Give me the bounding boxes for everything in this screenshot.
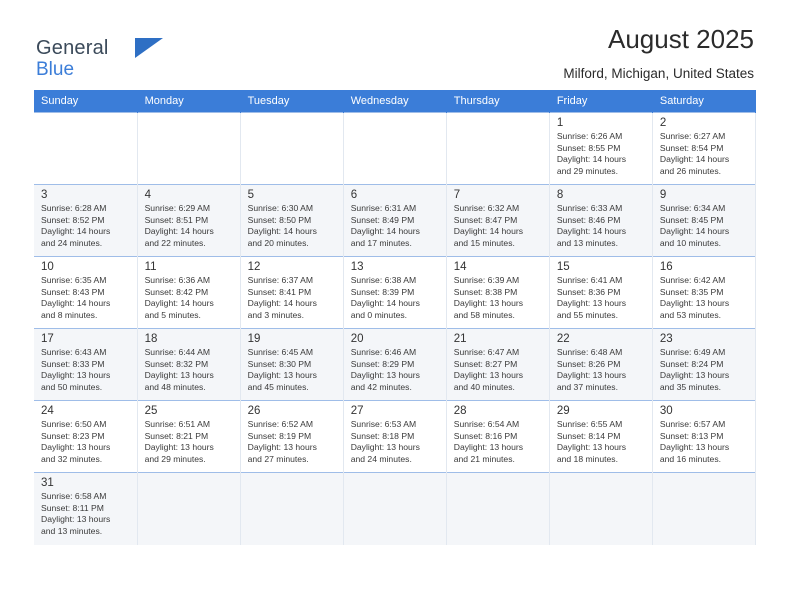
day-cell-empty: [549, 473, 652, 545]
day-cell-empty: [446, 473, 549, 545]
sunset-text: Sunset: 8:11 PM: [41, 502, 104, 513]
daylight-text-line2: and 24 minutes.: [350, 453, 412, 464]
day-cell[interactable]: [240, 401, 343, 473]
day-cell[interactable]: [137, 257, 240, 329]
day-number: 12: [247, 261, 261, 273]
daylight-text-line1: Daylight: 13 hours: [247, 370, 317, 381]
sunrise-text: Sunrise: 6:39 AM: [453, 275, 520, 285]
sunrise-text: Sunrise: 6:29 AM: [144, 203, 211, 213]
daylight-text-line2: and 37 minutes.: [556, 381, 618, 392]
daylight-text-line2: and 45 minutes.: [247, 381, 309, 392]
day-cell[interactable]: [343, 401, 446, 473]
table-header-row: [34, 90, 756, 113]
day-info: [660, 275, 751, 321]
column-header-saturday: Saturday: [652, 90, 755, 113]
sunset-text: Sunset: 8:32 PM: [144, 358, 209, 369]
sunrise-text: Sunrise: 6:37 AM: [247, 275, 314, 285]
day-number: 31: [41, 477, 54, 489]
sunrise-text: Sunrise: 6:51 AM: [144, 419, 211, 429]
daylight-text-line2: and 22 minutes.: [144, 237, 206, 248]
sunset-text: Sunset: 8:47 PM: [453, 214, 518, 225]
column-header-tuesday: Tuesday: [240, 90, 343, 113]
column-header-monday: Monday: [137, 90, 240, 113]
sunrise-text: Sunrise: 6:38 AM: [350, 275, 417, 285]
sunset-text: Sunset: 8:19 PM: [247, 430, 312, 441]
sunset-text: Sunset: 8:55 PM: [556, 142, 621, 153]
sunset-text: Sunset: 8:50 PM: [247, 214, 312, 225]
day-number: 28: [453, 405, 467, 417]
day-cell-empty: [137, 113, 240, 185]
day-number: 10: [41, 261, 54, 273]
daylight-text-line2: and 35 minutes.: [659, 381, 722, 392]
day-info: [41, 419, 133, 465]
daylight-text-line2: and 24 minutes.: [41, 237, 103, 248]
day-cell[interactable]: [34, 473, 137, 545]
sunrise-text: Sunrise: 6:28 AM: [41, 203, 107, 213]
day-cell-empty: [652, 473, 755, 545]
day-number: 30: [659, 405, 673, 417]
logo[interactable]: [36, 38, 176, 84]
daylight-text-line2: and 5 minutes.: [144, 309, 201, 320]
day-cell[interactable]: [652, 401, 755, 473]
column-header-friday: Friday: [549, 90, 652, 113]
day-cell[interactable]: [34, 257, 137, 329]
day-number: 23: [659, 333, 673, 345]
day-number: 6: [350, 189, 358, 201]
page-title: August 2025: [607, 24, 754, 54]
day-info: [557, 419, 648, 465]
day-info: [660, 347, 751, 393]
day-cell[interactable]: [549, 113, 652, 185]
sunset-text: Sunset: 8:41 PM: [247, 286, 312, 297]
day-number: 17: [41, 333, 54, 345]
daylight-text-line1: Daylight: 13 hours: [41, 370, 111, 381]
daylight-text-line1: Daylight: 13 hours: [556, 442, 627, 453]
sunset-text: Sunset: 8:21 PM: [144, 430, 209, 441]
day-number: 7: [453, 189, 461, 201]
sunset-text: Sunset: 8:23 PM: [41, 430, 105, 441]
location-subtitle: Milford, Michigan, United States: [563, 66, 754, 81]
daylight-text-line1: Daylight: 13 hours: [350, 370, 420, 381]
sunrise-text: Sunrise: 6:49 AM: [659, 347, 726, 357]
day-cell[interactable]: [343, 185, 446, 257]
day-number: 27: [350, 405, 364, 417]
day-info: [660, 203, 751, 249]
table-row: [34, 329, 756, 401]
day-number: 5: [247, 189, 255, 201]
daylight-text-line1: Daylight: 14 hours: [144, 226, 214, 237]
sunrise-text: Sunrise: 6:46 AM: [350, 347, 417, 357]
sunrise-text: Sunrise: 6:31 AM: [350, 203, 417, 213]
daylight-text-line1: Daylight: 14 hours: [453, 226, 524, 237]
sunrise-text: Sunrise: 6:52 AM: [247, 419, 314, 429]
sunset-text: Sunset: 8:16 PM: [453, 430, 518, 441]
day-cell-empty: [446, 113, 549, 185]
day-number: 14: [453, 261, 467, 273]
day-number: 2: [659, 117, 667, 129]
day-cell[interactable]: [549, 257, 652, 329]
day-info: [351, 203, 442, 249]
day-cell-empty: [34, 113, 137, 185]
sunrise-text: Sunrise: 6:27 AM: [659, 131, 726, 141]
sunset-text: Sunset: 8:26 PM: [556, 358, 621, 369]
sunrise-text: Sunrise: 6:35 AM: [41, 275, 107, 285]
daylight-text-line2: and 26 minutes.: [659, 165, 722, 176]
day-info: [145, 347, 236, 393]
sunset-text: Sunset: 8:24 PM: [659, 358, 724, 369]
day-number: 11: [144, 261, 157, 273]
day-info: [557, 347, 648, 393]
day-number: 19: [247, 333, 261, 345]
day-info: [41, 203, 133, 249]
daylight-text-line2: and 8 minutes.: [41, 309, 98, 320]
sunrise-text: Sunrise: 6:26 AM: [556, 131, 623, 141]
sunrise-text: Sunrise: 6:36 AM: [144, 275, 211, 285]
logo-text-general: General: [36, 37, 109, 59]
logo-triangle-icon: [135, 38, 163, 58]
day-info: [248, 203, 339, 249]
daylight-text-line1: Daylight: 13 hours: [144, 442, 214, 453]
sunrise-text: Sunrise: 6:30 AM: [247, 203, 314, 213]
day-cell[interactable]: [34, 185, 137, 257]
day-info: [660, 131, 751, 177]
day-info: [248, 347, 339, 393]
daylight-text-line2: and 0 minutes.: [350, 309, 408, 320]
day-number: 29: [556, 405, 570, 417]
sunset-text: Sunset: 8:45 PM: [659, 214, 724, 225]
sunrise-text: Sunrise: 6:57 AM: [659, 419, 726, 429]
daylight-text-line2: and 18 minutes.: [556, 453, 618, 464]
sunrise-text: Sunrise: 6:33 AM: [556, 203, 623, 213]
day-cell[interactable]: [240, 329, 343, 401]
sunrise-text: Sunrise: 6:53 AM: [350, 419, 417, 429]
daylight-text-line1: Daylight: 13 hours: [453, 370, 524, 381]
daylight-text-line1: Daylight: 13 hours: [556, 298, 627, 309]
daylight-text-line2: and 42 minutes.: [350, 381, 412, 392]
day-number: 8: [556, 189, 564, 201]
day-cell[interactable]: [446, 401, 549, 473]
sunrise-text: Sunrise: 6:44 AM: [144, 347, 211, 357]
day-number: 13: [350, 261, 364, 273]
daylight-text-line1: Daylight: 13 hours: [41, 442, 111, 453]
day-cell-empty: [240, 113, 343, 185]
sunset-text: Sunset: 8:52 PM: [41, 214, 105, 225]
day-cell[interactable]: [652, 113, 755, 185]
sunset-text: Sunset: 8:30 PM: [247, 358, 312, 369]
sunrise-text: Sunrise: 6:41 AM: [556, 275, 623, 285]
sunset-text: Sunset: 8:46 PM: [556, 214, 621, 225]
day-info: [41, 491, 133, 537]
day-info: [41, 275, 133, 321]
sunset-text: Sunset: 8:49 PM: [350, 214, 415, 225]
day-cell-empty: [240, 473, 343, 545]
day-cell[interactable]: [240, 185, 343, 257]
day-info: [454, 203, 545, 249]
day-cell[interactable]: [446, 329, 549, 401]
sunset-text: Sunset: 8:14 PM: [556, 430, 621, 441]
day-number: 4: [144, 189, 151, 201]
sunrise-text: Sunrise: 6:32 AM: [453, 203, 520, 213]
sunrise-text: Sunrise: 6:58 AM: [41, 491, 107, 501]
sunset-text: Sunset: 8:54 PM: [659, 142, 724, 153]
daylight-text-line2: and 40 minutes.: [453, 381, 515, 392]
daylight-text-line2: and 58 minutes.: [453, 309, 515, 320]
day-number: 21: [453, 333, 467, 345]
daylight-text-line1: Daylight: 14 hours: [659, 226, 730, 237]
daylight-text-line1: Daylight: 14 hours: [247, 226, 317, 237]
daylight-text-line2: and 32 minutes.: [41, 453, 103, 464]
daylight-text-line1: Daylight: 13 hours: [659, 442, 730, 453]
daylight-text-line1: Daylight: 13 hours: [350, 442, 420, 453]
daylight-text-line1: Daylight: 13 hours: [453, 298, 524, 309]
day-number: 22: [556, 333, 570, 345]
day-number: 1: [556, 117, 564, 129]
sunset-text: Sunset: 8:35 PM: [659, 286, 724, 297]
day-cell[interactable]: [240, 257, 343, 329]
table-row: [34, 473, 756, 545]
day-cell[interactable]: [652, 329, 755, 401]
day-cell[interactable]: [549, 185, 652, 257]
sunset-text: Sunset: 8:18 PM: [350, 430, 415, 441]
daylight-text-line2: and 20 minutes.: [247, 237, 309, 248]
daylight-text-line1: Daylight: 13 hours: [659, 370, 730, 381]
day-info: [557, 275, 648, 321]
day-cell[interactable]: [343, 329, 446, 401]
day-number: 18: [144, 333, 158, 345]
day-cell[interactable]: [652, 257, 755, 329]
day-number: 15: [556, 261, 570, 273]
day-info: [454, 419, 545, 465]
daylight-text-line1: Daylight: 14 hours: [556, 154, 627, 165]
daylight-text-line1: Daylight: 14 hours: [41, 298, 111, 309]
column-header-sunday: Sunday: [34, 90, 137, 113]
daylight-text-line1: Daylight: 13 hours: [556, 370, 627, 381]
day-info: [145, 275, 236, 321]
daylight-text-line2: and 13 minutes.: [556, 237, 618, 248]
daylight-text-line1: Daylight: 14 hours: [41, 226, 111, 237]
sunset-text: Sunset: 8:36 PM: [556, 286, 621, 297]
day-cell[interactable]: [446, 257, 549, 329]
daylight-text-line1: Daylight: 14 hours: [350, 226, 420, 237]
day-cell[interactable]: [549, 329, 652, 401]
sunrise-text: Sunrise: 6:54 AM: [453, 419, 520, 429]
day-cell[interactable]: [652, 185, 755, 257]
day-cell[interactable]: [137, 185, 240, 257]
sunrise-text: Sunrise: 6:47 AM: [453, 347, 520, 357]
daylight-text-line2: and 15 minutes.: [453, 237, 515, 248]
logo-text-blue: Blue: [36, 59, 75, 80]
day-info: [351, 419, 442, 465]
table-row: [34, 401, 756, 473]
sunset-text: Sunset: 8:42 PM: [144, 286, 209, 297]
day-number: 26: [247, 405, 261, 417]
daylight-text-line1: Daylight: 13 hours: [247, 442, 317, 453]
day-cell[interactable]: [34, 329, 137, 401]
sunrise-text: Sunrise: 6:45 AM: [247, 347, 314, 357]
day-cell-empty: [343, 473, 446, 545]
sunset-text: Sunset: 8:51 PM: [144, 214, 209, 225]
column-header-thursday: Thursday: [446, 90, 549, 113]
column-header-wednesday: Wednesday: [343, 90, 446, 113]
day-cell-empty: [343, 113, 446, 185]
daylight-text-line2: and 3 minutes.: [247, 309, 304, 320]
day-info: [454, 347, 545, 393]
day-cell[interactable]: [137, 329, 240, 401]
day-cell[interactable]: [137, 401, 240, 473]
day-number: 20: [350, 333, 364, 345]
daylight-text-line1: Daylight: 14 hours: [350, 298, 420, 309]
sunrise-sunset-calendar-table: [34, 90, 756, 545]
day-info: [660, 419, 751, 465]
table-row: [34, 185, 756, 257]
day-info: [145, 419, 236, 465]
day-info: [557, 203, 648, 249]
daylight-text-line2: and 10 minutes.: [659, 237, 722, 248]
day-cell[interactable]: [34, 401, 137, 473]
sunset-text: Sunset: 8:38 PM: [453, 286, 518, 297]
sunrise-text: Sunrise: 6:43 AM: [41, 347, 107, 357]
day-info: [145, 203, 236, 249]
daylight-text-line1: Daylight: 13 hours: [41, 514, 111, 525]
day-info: [454, 275, 545, 321]
sunset-text: Sunset: 8:33 PM: [41, 358, 105, 369]
day-info: [41, 347, 133, 393]
daylight-text-line1: Daylight: 14 hours: [247, 298, 317, 309]
daylight-text-line2: and 29 minutes.: [556, 165, 618, 176]
day-info: [557, 131, 648, 177]
sunrise-text: Sunrise: 6:48 AM: [556, 347, 623, 357]
day-cell-empty: [137, 473, 240, 545]
day-info: [351, 275, 442, 321]
day-number: 16: [659, 261, 673, 273]
table-row: [34, 257, 756, 329]
daylight-text-line2: and 53 minutes.: [659, 309, 722, 320]
daylight-text-line1: Daylight: 14 hours: [659, 154, 730, 165]
daylight-text-line2: and 27 minutes.: [247, 453, 309, 464]
daylight-text-line2: and 55 minutes.: [556, 309, 618, 320]
sunrise-text: Sunrise: 6:55 AM: [556, 419, 623, 429]
day-number: 25: [144, 405, 158, 417]
sunrise-text: Sunrise: 6:50 AM: [41, 419, 107, 429]
daylight-text-line2: and 17 minutes.: [350, 237, 412, 248]
daylight-text-line2: and 21 minutes.: [453, 453, 515, 464]
day-cell[interactable]: [446, 185, 549, 257]
day-cell[interactable]: [343, 257, 446, 329]
sunrise-text: Sunrise: 6:42 AM: [659, 275, 726, 285]
day-cell[interactable]: [549, 401, 652, 473]
day-info: [248, 275, 339, 321]
day-info: [248, 419, 339, 465]
daylight-text-line1: Daylight: 13 hours: [659, 298, 730, 309]
daylight-text-line1: Daylight: 14 hours: [556, 226, 627, 237]
sunset-text: Sunset: 8:43 PM: [41, 286, 105, 297]
day-number: 3: [41, 189, 48, 201]
sunset-text: Sunset: 8:39 PM: [350, 286, 415, 297]
sunset-text: Sunset: 8:29 PM: [350, 358, 415, 369]
page-header: [0, 0, 792, 81]
daylight-text-line2: and 50 minutes.: [41, 381, 103, 392]
sunrise-text: Sunrise: 6:34 AM: [659, 203, 726, 213]
sunset-text: Sunset: 8:27 PM: [453, 358, 518, 369]
daylight-text-line2: and 29 minutes.: [144, 453, 206, 464]
daylight-text-line1: Daylight: 13 hours: [144, 370, 214, 381]
daylight-text-line2: and 48 minutes.: [144, 381, 206, 392]
day-number: 24: [41, 405, 54, 417]
daylight-text-line1: Daylight: 14 hours: [144, 298, 214, 309]
daylight-text-line2: and 16 minutes.: [659, 453, 722, 464]
sunset-text: Sunset: 8:13 PM: [659, 430, 724, 441]
day-info: [351, 347, 442, 393]
day-number: 9: [659, 189, 667, 201]
table-row: [34, 113, 756, 185]
daylight-text-line2: and 13 minutes.: [41, 525, 103, 536]
daylight-text-line1: Daylight: 13 hours: [453, 442, 524, 453]
